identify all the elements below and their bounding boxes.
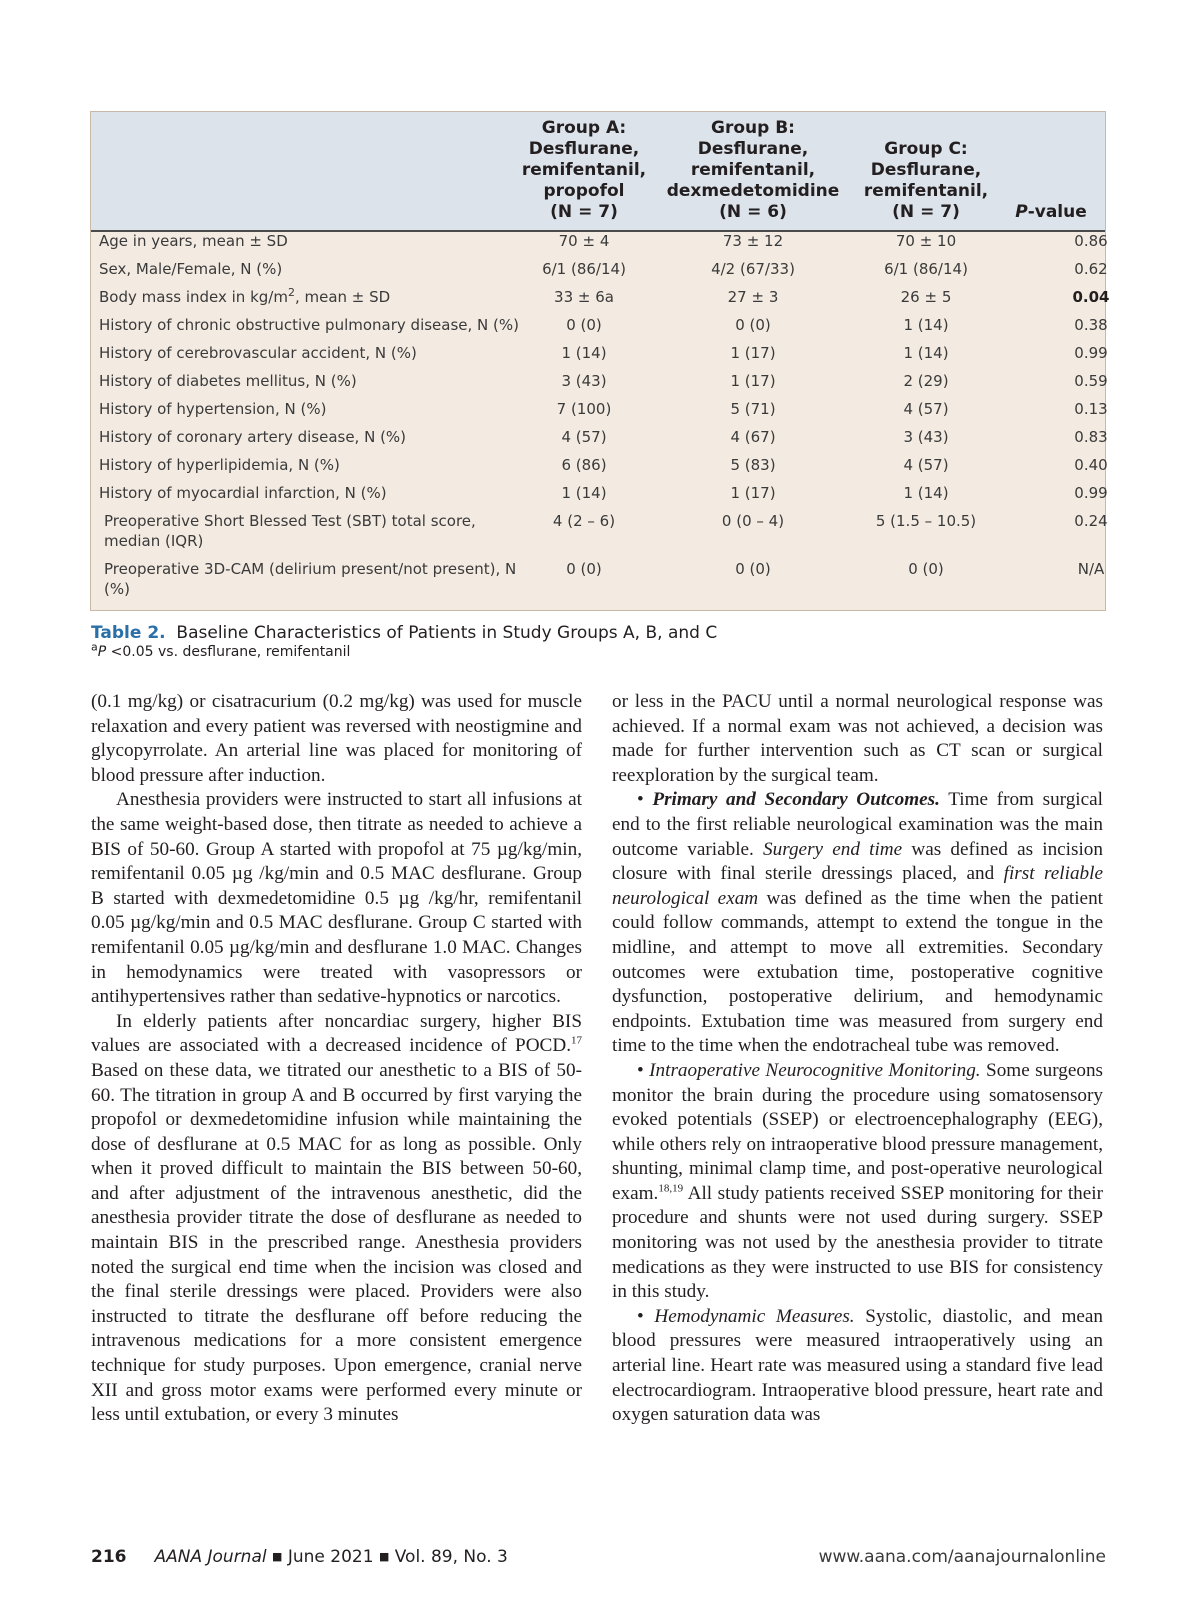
header-group-a-line: remifentanil, [521, 160, 647, 180]
table-row [91, 366, 1108, 395]
table-row [91, 282, 1110, 311]
page-number: 216 [91, 1547, 127, 1567]
table-row [91, 450, 1108, 479]
header-group-b-line: remifentanil, [690, 160, 816, 180]
cell-group-a: 6/1 (86/14) [542, 260, 626, 278]
row-label: History of diabetes mellitus, N (%) [99, 372, 357, 390]
cell-group-c: 4 (57) [903, 456, 949, 474]
cell-group-c: 1 (14) [903, 344, 949, 362]
table-caption-text: Baseline Characteristics of Patients in Study Groups A, B, and C [176, 623, 718, 643]
text-run: In elderly patients after noncardiac surgery, higher BIS values are associated with a decreased incidence of POCD. [91, 1010, 582, 1057]
text-run: was defined as the time when the patient could follow commands, attempt to extend the tongue in the midline, and attempt to move all extremities. Secondary outcomes were extubation time, postoperative cognitive dysfunction, postoperative delirium, and hemodynamic endpoints. Extubation time was measured from surgery end time to the time when the endotracheal tube was removed. [612, 887, 1103, 1057]
cell-group-b: 1 (17) [730, 484, 776, 502]
table-row [91, 254, 1108, 283]
text-run: All study patients received SSEP monitoring for their procedure and shunts were not used during surgery. SSEP monitoring was not used by the anesthesia provider to titrate medications as they were instructed to use BIS for consistency in this study. [612, 1182, 1103, 1303]
cell-group-b: 1 (17) [730, 372, 776, 390]
cell-group-c: 1 (14) [903, 484, 949, 502]
cell-group-c: 70 ± 10 [895, 232, 957, 250]
p-value-text: N/A [1077, 560, 1105, 578]
cell-group-a: 4 (57) [561, 428, 607, 446]
paragraph [612, 788, 1103, 1059]
table-caption [91, 623, 717, 643]
cell-group-a: 0 (0) [566, 560, 602, 578]
p-value-text: 0.99 [1074, 484, 1108, 502]
header-group-c-line: remifentanil, [863, 181, 989, 201]
cell-group-c: 0 (0) [908, 560, 944, 578]
superscript: 2 [287, 286, 295, 299]
header-group-c [851, 139, 1001, 223]
row-label: Preoperative 3D-CAM (delirium present/not present), N (%) [104, 560, 517, 598]
volume-issue: Vol. 89, No. 3 [394, 1547, 508, 1567]
table-caption-label: Table 2. [91, 623, 166, 643]
cell-group-c: 4 (57) [903, 400, 949, 418]
table-row [91, 554, 1105, 598]
cell-group-c: 3 (43) [903, 428, 949, 446]
cell-group-b: 5 (83) [730, 456, 776, 474]
header-group-a-line: propofol [543, 181, 625, 201]
separator-icon: ■ [272, 1550, 283, 1563]
separator-icon: ■ [378, 1550, 390, 1563]
emphasis: Surgery end time [763, 838, 903, 860]
baseline-characteristics-table [90, 111, 1110, 611]
table-row [91, 422, 1108, 451]
cell-group-b: 5 (71) [730, 400, 776, 418]
cell-group-b: 1 (17) [730, 344, 776, 362]
emphasis: first reliable neurological exam [612, 863, 1103, 909]
p-italic: P [1015, 202, 1028, 222]
cell-group-c: 1 (14) [903, 316, 949, 334]
section-heading: Intraoperative Neurocognitive Monitoring. [649, 1059, 981, 1081]
page-footer [91, 1547, 1106, 1571]
p-value-text: 0.38 [1074, 316, 1108, 334]
cell-group-a: 1 (14) [561, 484, 607, 502]
header-group-a-line: Group A: [541, 118, 627, 138]
bullet: • [637, 1305, 655, 1327]
citation: 17 [571, 1034, 582, 1047]
header-group-a [509, 118, 659, 223]
paragraph: (0.1 mg/kg) or cisatracurium (0.2 mg/kg) was used for muscle relaxation and every patient was reversed with neostigmine and glycopyrrolate. An arterial line was placed for monitoring of blood pressure after induction. [91, 691, 582, 786]
p-value-text: 0.04 [1072, 288, 1110, 306]
section-heading: Hemodynamic Measures. [654, 1305, 855, 1327]
table-row [91, 478, 1108, 507]
p-value-rest: -value [1027, 202, 1087, 222]
footnote-marker: a [91, 640, 98, 654]
header-group-b-line: (N = 6) [719, 202, 787, 222]
bullet: • [637, 1059, 650, 1081]
header-group-b-line: Desflurane, [697, 139, 809, 159]
header-group-c-line: (N = 7) [892, 202, 960, 222]
table-row [91, 338, 1108, 367]
text-run: Time from surgical end to the first reliable neurological examination was the main outcome variable. [612, 789, 1104, 860]
cell-group-a: 3 (43) [561, 372, 607, 390]
paragraph: or less in the PACU until a normal neurological response was achieved. If a normal exam was not achieved, a decision was made for further intervention such as CT scan or surgical reexploration by the surgical team. [612, 691, 1103, 786]
footnote-text: <0.05 vs. desflurane, remifentanil [106, 644, 351, 660]
paragraph [612, 1305, 1103, 1428]
header-group-c-line: Group C: [884, 139, 968, 159]
header-group-b-line: dexmedetomidine [666, 181, 840, 201]
header-group-a-line: Desflurane, [528, 139, 640, 159]
row-label: Sex, Male/Female, N (%) [99, 260, 283, 278]
row-label: History of chronic obstructive pulmonary disease, N (%) [99, 316, 519, 334]
p-value-text: 0.86 [1074, 232, 1108, 250]
paragraph: Anesthesia providers were instructed to start all infusions at the same weight-based dose, then titrate as needed to achieve a BIS of 50-60. Group A started with propofol at 75 µg/kg/min, remifentanil 0.05 µg /kg/min and 0.5 MAC desflurane. Group B started with dexmedetomidine 0.5 µg /kg/hr, remifentanil 0.05 µg/kg/min and 0.5 MAC desflurane. Group C started with remifentanil 0.05 µg/kg/min and desflurane 1.0 MAC. Changes in hemodynamics were treated with vasopressors or antihypertensives rather than sedative-hypnotics or narcotics. [91, 789, 582, 1008]
row-label: History of coronary artery disease, N (%) [99, 428, 407, 446]
header-p-value [1001, 202, 1101, 223]
issue-date: June 2021 [287, 1547, 374, 1567]
cell-group-a: 6 (86) [561, 456, 607, 474]
cell-group-c: 26 ± 5 [900, 288, 952, 306]
row-label-text: Body mass index in kg/m [99, 288, 288, 306]
cell-group-c: 5 (1.5 – 10.5) [875, 512, 977, 530]
table-row [91, 226, 1108, 255]
table-row [91, 310, 1108, 339]
body-column-right [612, 690, 1103, 1428]
header-group-b [653, 118, 853, 223]
cell-group-a: 4 (2 – 6) [552, 512, 616, 530]
header-group-a-line: (N = 7) [550, 202, 618, 222]
row-label [104, 511, 544, 551]
cell-group-b: 0 (0) [735, 560, 771, 578]
cell-group-c: 2 (29) [903, 372, 949, 390]
cell-group-b: 4 (67) [730, 428, 776, 446]
p-value-text: 0.59 [1074, 372, 1108, 390]
row-label-line: Preoperative Short Blessed Test (SBT) total score, [104, 512, 476, 530]
table-header [91, 112, 1105, 232]
p-value-text: 0.40 [1074, 456, 1108, 474]
cell-group-a: 7 (100) [556, 400, 612, 418]
p-value-text: 0.24 [1074, 512, 1108, 530]
citation: 18,19 [658, 1182, 684, 1195]
header-group-c-line: Desflurane, [870, 160, 982, 180]
bullet: • [637, 789, 653, 811]
cell-group-a: 1 (14) [561, 344, 607, 362]
text-run: Systolic, diastolic, and mean blood pressures were measured intraoperatively using an arterial line. Heart rate was measured using a standard five lead electrocardiogram. Intraoperative blood pressure, heart rate and oxygen saturation data was [612, 1305, 1104, 1426]
cell-group-a: 0 (0) [566, 316, 602, 334]
p-value-text: 0.13 [1074, 400, 1108, 418]
table-footnote [91, 640, 351, 660]
cell-group-a: 70 ± 4 [558, 232, 610, 250]
cell-group-b: 27 ± 3 [727, 288, 779, 306]
table-row [91, 394, 1108, 423]
p-value-text: 0.99 [1074, 344, 1108, 362]
row-label: Age in years, mean ± SD [99, 232, 288, 250]
journal-name: AANA Journal [154, 1547, 267, 1567]
p-value-text: 0.62 [1074, 260, 1108, 278]
text-run: Based on these data, we titrated our anesthetic to a BIS of 50-60. The titration in group A and B occurred by first varying the propofol or dexmedetomidine infusion while maintaining the dose of desflurane at 0.5 MAC for as long as possible. Only when it proved difficult to maintain the BIS between 50-60, and after adjustment of the intravenous anesthetic, did the anesthesia provider titrate the dose of desflurane as needed to maintain BIS in the prescribed range. Anesthesia providers noted the surgical end time when the incision was closed and the final sterile dressings were placed. Providers were also instructed to titrate the desflurane off before reducing the intravenous medications for a more consistent emergence technique for study purposes. Upon emergence, cranial nerve XII and gross motor exams were performed every minute or less until extubation, or every 3 minutes [91, 1059, 582, 1426]
row-label: History of cerebrovascular accident, N (%) [99, 344, 417, 362]
text-run: Some surgeons monitor the brain during the procedure using somatosensory evoked potentials (SSEP) or electroencephalography (EEG), while others rely on intraoperative blood pressure management, shunting, minimal clamp time, and post-operative neurological exam. [612, 1059, 1104, 1204]
row-label: History of hyperlipidemia, N (%) [99, 456, 340, 474]
table-row [91, 506, 1108, 550]
row-label-line: median (IQR) [104, 532, 204, 550]
row-label [99, 287, 539, 307]
footnote-p: P [97, 644, 107, 660]
p-value-text: 0.83 [1074, 428, 1108, 446]
cell-group-b: 0 (0 – 4) [721, 512, 785, 530]
text-run: was defined as incision closure with final sterile dressings placed, and [612, 838, 1103, 885]
cell-group-a: 33 ± 6a [554, 288, 614, 306]
row-label: History of hypertension, N (%) [99, 400, 327, 418]
journal-url: www.aana.com/aanajournalonline [818, 1547, 1106, 1567]
body-column-left [91, 690, 582, 1428]
section-heading: Primary and Secondary Outcomes. [652, 789, 940, 811]
paragraph [612, 1059, 1103, 1305]
cell-group-b: 73 ± 12 [722, 232, 784, 250]
row-label-text: , mean ± SD [294, 288, 391, 306]
header-p-value-text [1001, 202, 1101, 223]
header-group-b-line: Group B: [711, 118, 795, 138]
row-label: History of myocardial infarction, N (%) [99, 484, 387, 502]
cell-group-b: 0 (0) [735, 316, 771, 334]
paragraph [91, 1010, 582, 1428]
cell-group-c: 6/1 (86/14) [884, 260, 968, 278]
cell-group-b: 4/2 (67/33) [711, 260, 795, 278]
